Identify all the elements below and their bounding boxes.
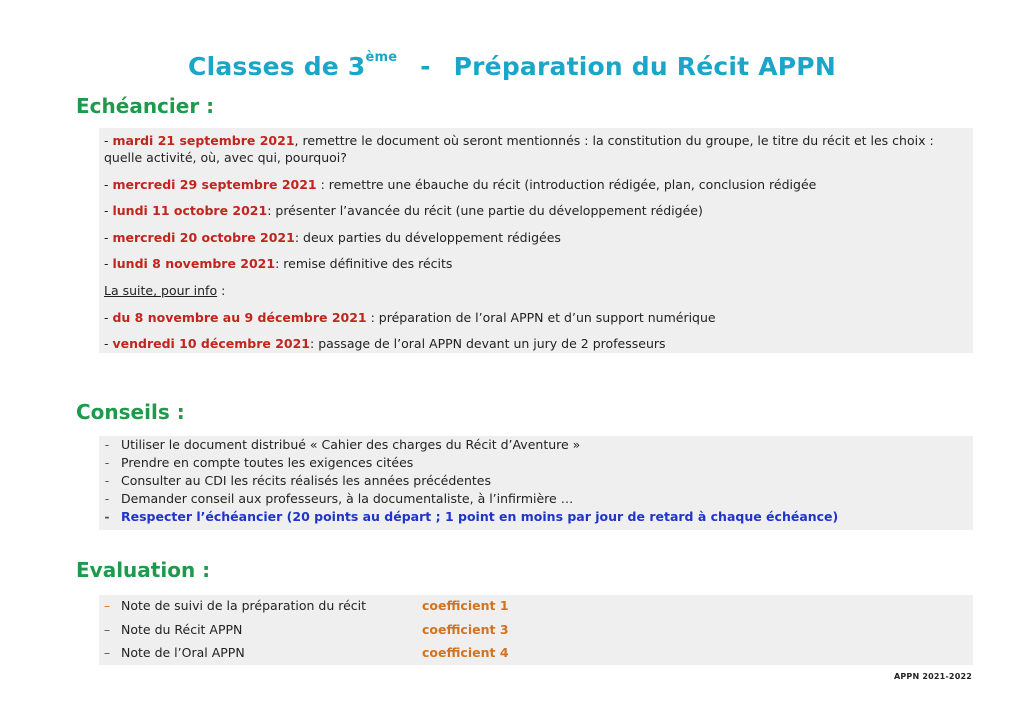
coefficient-value: coefficient 4: [422, 645, 509, 660]
page-title: [0, 50, 1024, 81]
schedule-date: lundi 11 octobre 2021: [112, 203, 268, 218]
echeancier-heading: Echéancier :: [76, 94, 215, 118]
footer-label: APPN 2021-2022: [893, 672, 972, 681]
schedule-text: : présenter l’avancée du récit (une partie du développement rédigée): [267, 203, 703, 218]
evaluation-row: [99, 621, 973, 639]
title-main: Classes de 3: [188, 52, 366, 81]
schedule-item: - mardi 21 septembre 2021, remettre le document où seront mentionnés : la constitution du groupe, le titre du récit et les choix : quelle activité, où, avec qui, pourquoi?: [104, 133, 934, 165]
schedule-text: : passage de l’oral APPN devant un jury de 2 professeurs: [310, 336, 666, 351]
schedule-text: : remise définitive des récits: [275, 256, 453, 271]
list-bullet: -: [104, 455, 110, 470]
schedule-text: : deux parties du développement rédigées: [294, 230, 561, 245]
highlight-text: Respecter l’échéancier (20 points au départ ; 1 point en moins par jour de retard à chaque échéance): [121, 509, 839, 524]
evaluation-box: [99, 595, 973, 665]
list-bullet: –: [103, 598, 111, 613]
schedule-date: mercredi 29 septembre 2021: [112, 177, 317, 192]
list-item: [99, 454, 973, 472]
list-item-text: Demander conseil aux professeurs, à la documentaliste, à l’infirmière …: [121, 491, 574, 506]
list-item-text: Prendre en compte toutes les exigences citées: [121, 455, 414, 470]
list-bullet: -: [104, 437, 110, 452]
suite-label: La suite, pour info: [104, 283, 218, 298]
schedule-item: - lundi 8 novembre 2021: remise définitive des récits: [104, 256, 453, 271]
schedule-date: mercredi 20 octobre 2021: [112, 230, 295, 245]
evaluation-label: Note du Récit APPN: [121, 622, 243, 637]
schedule-item: - mercredi 20 octobre 2021: deux parties du développement rédigées: [104, 230, 561, 245]
coefficient-value: coefficient 3: [422, 622, 509, 637]
schedule-item: - mercredi 29 septembre 2021 : remettre une ébauche du récit (introduction rédigée, plan, conclusion rédigée: [104, 177, 817, 192]
list-bullet: –: [103, 645, 111, 660]
evaluation-row: [99, 597, 973, 615]
list-bullet: -: [104, 473, 110, 488]
list-item-highlight: [99, 508, 973, 526]
list-item: [99, 436, 973, 454]
list-item: [99, 472, 973, 490]
suite-line: La suite, pour info :: [104, 283, 226, 298]
evaluation-label: Note de l’Oral APPN: [121, 645, 245, 660]
echeancier-box: [99, 128, 973, 353]
list-bullet: -: [104, 509, 110, 524]
schedule-text: : préparation de l’oral APPN et d’un support numérique: [366, 310, 716, 325]
schedule-item: - du 8 novembre au 9 décembre 2021 : préparation de l’oral APPN et d’un support numérique: [104, 310, 716, 325]
schedule-text: , remettre le document où seront mentionnés : la constitution du groupe, le titre du récit et les choix : quelle activité, où, avec qui, pourquoi?: [104, 133, 934, 165]
schedule-text: : remettre une ébauche du récit (introduction rédigée, plan, conclusion rédigée: [316, 177, 817, 192]
evaluation-label: Note de suivi de la préparation du récit: [121, 598, 367, 613]
list-bullet: -: [104, 491, 110, 506]
conseils-box: [99, 436, 973, 530]
coefficient-value: coefficient 1: [422, 598, 509, 613]
evaluation-row: [99, 644, 973, 662]
schedule-item: - lundi 11 octobre 2021: présenter l’avancée du récit (une partie du développement rédigée): [104, 203, 703, 218]
schedule-date: lundi 8 novembre 2021: [112, 256, 276, 271]
list-item-text: Utiliser le document distribué « Cahier des charges du Récit d’Aventure »: [121, 437, 581, 452]
conseils-heading: Conseils :: [76, 400, 185, 424]
title-rest: Préparation du Récit APPN: [453, 52, 836, 81]
title-dash: -: [420, 52, 431, 81]
list-item-text: Consulter au CDI les récits réalisés les années précédentes: [121, 473, 491, 488]
list-bullet: –: [103, 622, 111, 637]
schedule-item: - vendredi 10 décembre 2021: passage de l’oral APPN devant un jury de 2 professeurs: [104, 336, 666, 351]
evaluation-heading: Evaluation :: [76, 558, 211, 582]
schedule-date: du 8 novembre au 9 décembre 2021: [112, 310, 367, 325]
list-item: [99, 490, 973, 508]
schedule-date: vendredi 10 décembre 2021: [112, 336, 311, 351]
title-superscript: ème: [365, 50, 398, 65]
schedule-date: mardi 21 septembre 2021: [112, 133, 295, 148]
